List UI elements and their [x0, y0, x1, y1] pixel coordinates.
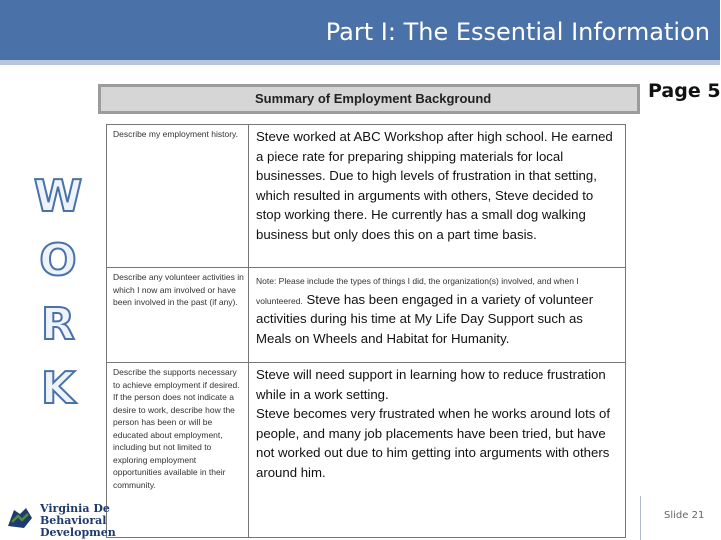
document-banner-title: Summary of Employment Background — [255, 91, 492, 106]
organization-logo — [0, 496, 116, 540]
answer-paragraph: Steve will need support in learning how to reduce frustration while in a work setting. — [256, 367, 606, 402]
side-letter: R — [41, 299, 75, 350]
slide-number: Slide 21 — [664, 510, 705, 521]
answer-cell — [249, 363, 625, 537]
logo-text: Behavioral — [40, 514, 107, 527]
document-banner — [98, 84, 640, 114]
header-bar — [0, 0, 720, 60]
side-letter: O — [39, 235, 77, 286]
table-row — [107, 268, 625, 363]
table-row — [107, 125, 625, 268]
table-row — [107, 363, 625, 537]
employment-summary-table — [106, 124, 626, 538]
answer-paragraph: Steve becomes very frustrated when he works around lots of people, and many job placements have been tried, but have not worked out due to him getting into arguments with others around him. — [256, 406, 611, 480]
question-cell: Describe my employment history. — [107, 125, 249, 267]
header-divider — [0, 60, 720, 65]
page-label: Page 5 — [640, 74, 720, 110]
question-cell: Describe any volunteer activities in which I now am involved or have been involved in the past (if any). — [107, 268, 249, 362]
logo-text: Developmen — [40, 526, 116, 539]
slide-title: Part I: The Essential Information — [325, 18, 710, 46]
footer-divider — [640, 496, 641, 540]
answer-note: Note: Please include the types of things I did, the organization(s) involved, and when I volunteered. — [256, 276, 579, 306]
side-word — [28, 165, 88, 421]
answer-text: Steve has been engaged in a variety of volunteer activities during his time at My Life Day Support such as Meals on Wheels and Habitat for Humanity. — [256, 291, 594, 346]
virginia-map-icon — [6, 504, 34, 532]
answer-cell — [249, 268, 625, 362]
side-letter: W — [33, 171, 83, 222]
side-letter: K — [40, 363, 76, 414]
question-cell: Describe the supports necessary to achieve employment if desired. If the person does not indicate a desire to work, describe how the person has been or will be educated about employment, including but not limited to exploring employment opportunities available in their community. — [107, 363, 249, 537]
answer-cell: Steve worked at ABC Workshop after high school. He earned a piece rate for preparing shipping materials for local businesses. Due to high levels of frustration in that setting, which resulted in arguments with others, Steve decided to stop working there. He currently has a small dog walking business but only does this on a part time basis. — [256, 129, 613, 242]
logo-text: Virginia De — [40, 502, 110, 515]
